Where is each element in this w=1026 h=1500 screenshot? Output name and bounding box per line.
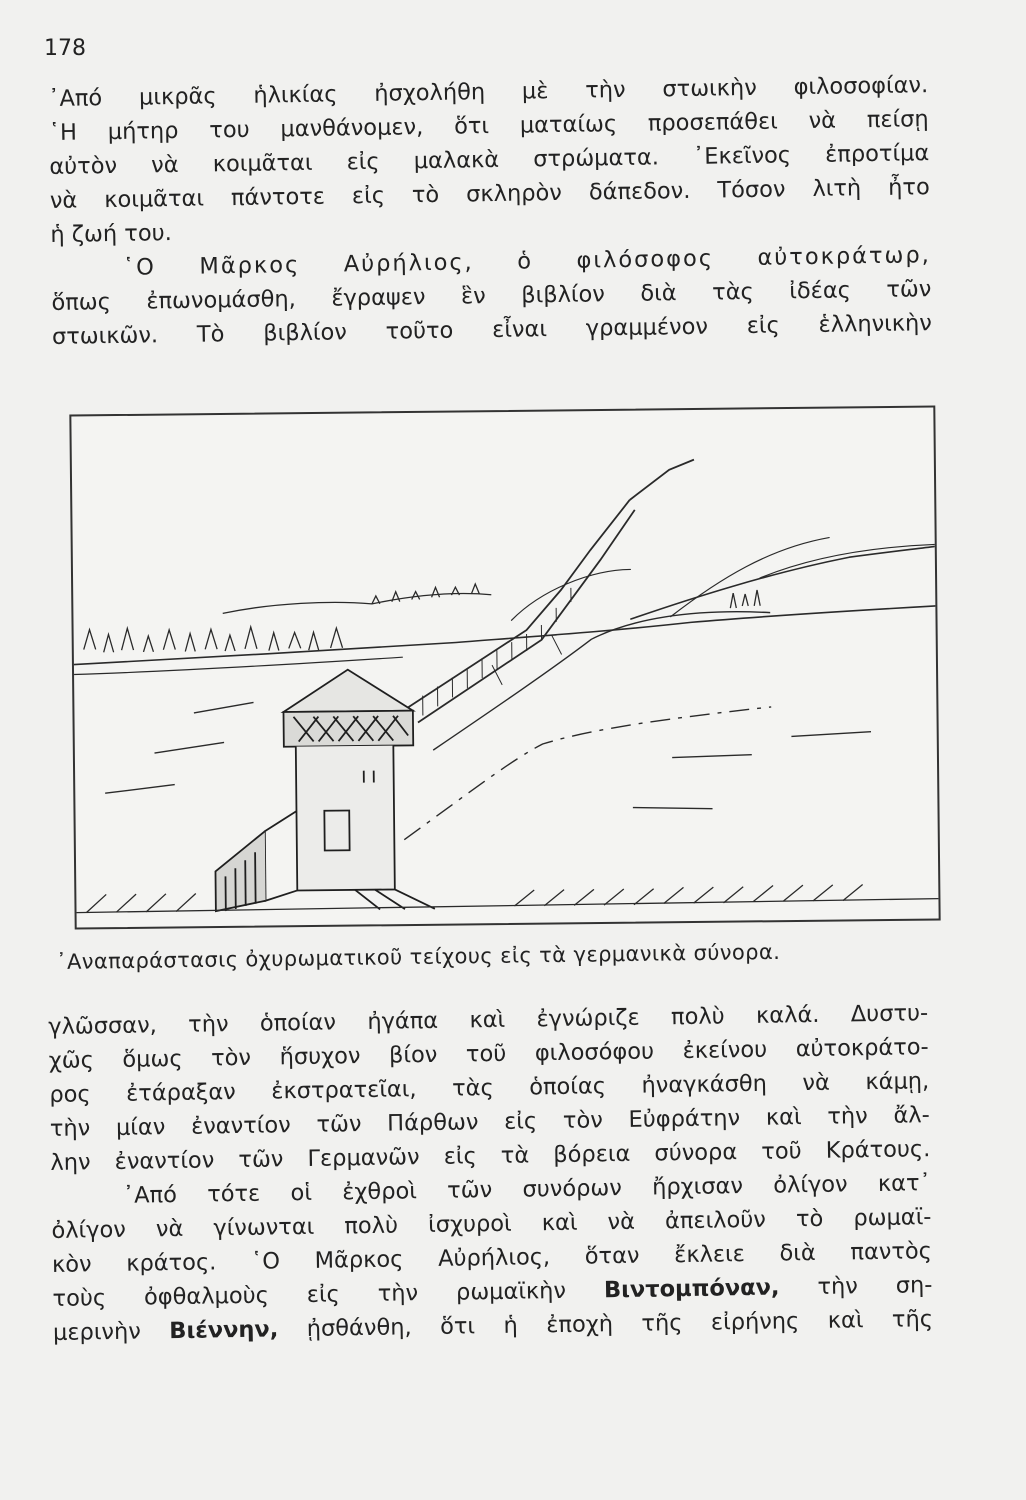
bottom-paragraph [48,996,933,1350]
bold-place-name: Βιέννην, [169,1316,279,1345]
text-line: χῶς ὅμως τὸν ἥσυχον βίον τοῦ φιλοσόφου ἐκείνου αὐτοκράτο- [48,1034,929,1074]
figure-caption: ᾽Αναπαράστασις ὀχυρωματικοῦ τείχους εἰς τὰ γερμανικὰ σύνορα. [56,939,781,974]
text-fragment: ᾐσθάνθη, ὅτι ἡ ἐποχὴ τῆς εἰρήνης καὶ τῆς [306,1306,934,1342]
text-line: γλῶσσαν, τὴν ὁποίαν ἠγάπα καὶ ἐγνώριζε πολὺ καλά. Δυστυ- [48,1000,929,1040]
fortification-illustration [69,405,940,929]
text-line: ῾Ο Μᾶρκος Αὐρήλιος, ὁ φιλόσοφος αὐτοκράτωρ, [122,242,932,281]
fortification-drawing [71,408,938,928]
text-fragment: τοὺς ὀφθαλμοὺς εἰς τὴν ρωμαϊκὴν [52,1277,567,1312]
text-line: ρος ἐτάραξαν ἐκστρατεῖαι, τὰς ὁποίας ἠναγκάσθη νὰ κάμῃ, [49,1068,930,1108]
page-number: 178 [44,36,86,61]
top-paragraph [48,68,932,354]
text-line: ῾Η μήτηρ του μανθάνομεν, ὅτι ματαίως προσεπάθει νὰ πείσῃ [48,106,929,146]
text-line: ᾽Από μικρᾶς ἡλικίας ἠσχολήθη μὲ τὴν στωικὴν φιλοσοφίαν. [48,72,929,112]
text-line: ὅπως ἐπωνομάσθη, ἔγραψεν ἓν βιβλίον διὰ τὰς ἰδέας τῶν [51,276,932,316]
text-line: ἡ ζωή του. [50,220,172,248]
text-fragment: τὴν ση- [817,1272,933,1300]
text-line: στωικῶν. Τὸ βιβλίον τοῦτο εἶναι γραμμένον εἰς ἑλληνικὴν [51,310,933,350]
text-line: κὸν κράτος. ῾Ο Μᾶρκος Αὐρήλιος, ὅταν ἔκλειε διὰ παντὸς [51,1238,933,1278]
text-line: νὰ κοιμᾶται πάντοτε εἰς τὸ σκληρὸν δάπεδον. Τόσον λιτὴ ἦτο [49,174,930,214]
text-line: ὀλίγον νὰ γίνωνται πολὺ ἰσχυροὶ καὶ νὰ ἀπειλοῦν τὸ ρωμαϊ- [51,1204,932,1244]
text-line: λην ἐναντίον τῶν Γερμανῶν εἰς τὰ βόρεια σύνορα τοῦ Κράτους. [50,1136,931,1176]
text-fragment: μερινὴν [52,1318,142,1346]
text-line: ᾽Από τότε οἱ ἐχθροὶ τῶν συνόρων ἤρχισαν ὀλίγον κατ᾽ [122,1170,932,1209]
text-line: τὴν μίαν ἐναντίον τῶν Πάρθων εἰς τὸν Εὐφράτην καὶ τὴν ἄλ- [49,1102,930,1142]
text-line: αὐτὸν νὰ κοιμᾶται εἰς μαλακὰ στρώματα. ᾽Εκεῖνος ἐπροτίμα [49,140,930,180]
bold-place-name: Βιντομπόναν, [603,1274,780,1304]
